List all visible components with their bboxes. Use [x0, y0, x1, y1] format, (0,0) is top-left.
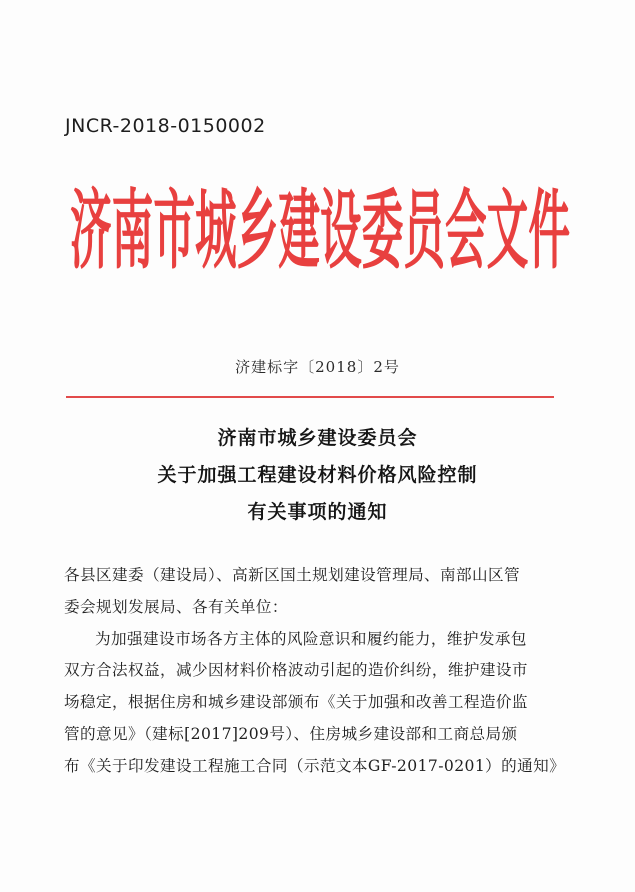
recipients-line-1: 各县区建委（建设局）、高新区国土规划建设管理局、南部山区管 [64, 566, 521, 584]
masthead [60, 180, 580, 288]
notice-body [64, 560, 574, 783]
paragraph-line-2: 双方合法权益，减少因材料价格波动引起的造价纠纷，维护建设市 [64, 661, 528, 680]
paragraph-line-3: 场稳定，根据住房和城乡建设部颁布《关于加强和改善工程造价监 [64, 693, 528, 712]
paragraph-line-4: 管的意见》（建标[2017]209号）、住房城乡建设部和工商总局颁 [64, 724, 518, 743]
title-line-3: 有关事项的通知 [247, 501, 388, 523]
masthead-text: 济南市城乡建设委员会文件 [69, 180, 570, 281]
notice-title [0, 420, 635, 531]
masthead-svg [60, 180, 580, 288]
recipients-line-2: 委会规划发展局、各有关单位： [64, 597, 288, 616]
document-code: JNCR-2018-0150002 [65, 115, 266, 137]
red-divider-line [66, 396, 554, 398]
paragraph-line-1: 为加强建设市场各方主体的风险意识和履约能力，维护发承包 [95, 629, 527, 648]
title-line-1: 济南市城乡建设委员会 [217, 427, 418, 449]
document-number: 济建标字〔2018〕2号 [235, 358, 400, 376]
title-line-2: 关于加强工程建设材料价格风险控制 [157, 464, 478, 486]
paragraph-line-5: 布《关于印发建设工程施工合同（示范文本GF-2017-0201）的通知》 [64, 756, 566, 775]
